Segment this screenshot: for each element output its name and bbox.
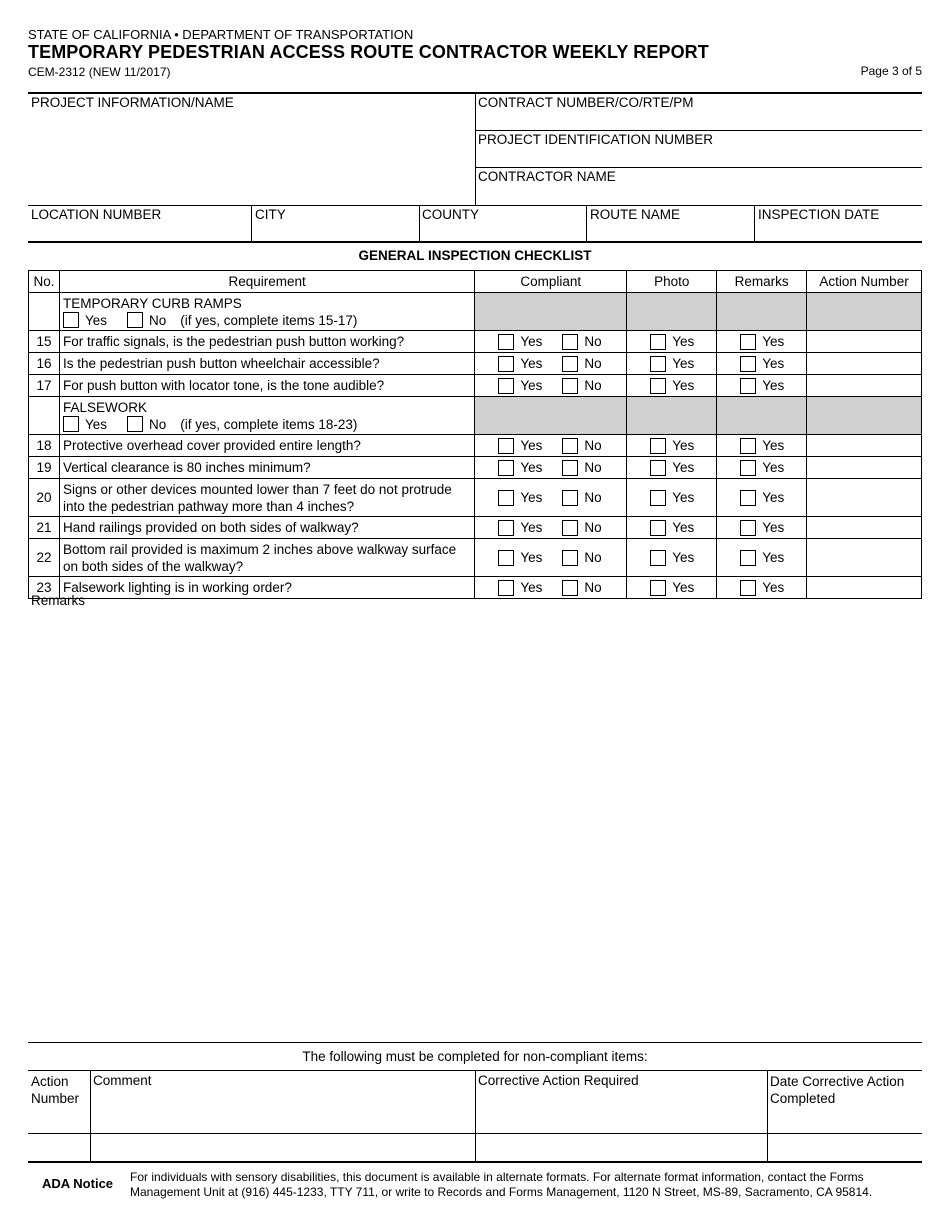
section-note: (if yes, complete items 18-23) [180, 416, 358, 432]
action-number-field[interactable] [807, 479, 922, 517]
remarks-yes-checkbox[interactable] [740, 490, 756, 506]
remarks-yes-checkbox[interactable] [740, 550, 756, 566]
yes-label: Yes [672, 438, 695, 453]
action-number-field[interactable] [807, 517, 922, 539]
compliant-no-checkbox[interactable] [562, 520, 578, 536]
yes-label: Yes [520, 356, 543, 371]
compliant-yes-checkbox[interactable] [498, 356, 514, 372]
photo-yes-checkbox[interactable] [650, 580, 666, 596]
form-number: CEM-2312 (NEW 11/2017) [28, 65, 171, 79]
checklist-title: GENERAL INSPECTION CHECKLIST [358, 248, 592, 263]
item-number: 21 [29, 517, 60, 539]
col-remarks: Remarks [717, 271, 807, 293]
table-row [29, 435, 922, 457]
city-field[interactable] [252, 224, 418, 240]
project-id-label: PROJECT IDENTIFICATION NUMBER [478, 132, 714, 147]
table-row [29, 539, 922, 577]
remarks-yes-checkbox[interactable] [740, 520, 756, 536]
compliant-no-checkbox[interactable] [562, 490, 578, 506]
corrective-action-label: Corrective Action Required [478, 1073, 639, 1088]
table-row [29, 517, 922, 539]
divider [476, 167, 922, 168]
yes-label: Yes [520, 334, 543, 349]
noncompliant-title: The following must be completed for non-compliant items: [302, 1049, 648, 1064]
contract-number-label: CONTRACT NUMBER/CO/RTE/PM [478, 95, 694, 110]
col-action-number: Action Number [807, 271, 922, 293]
yes-label: Yes [672, 580, 695, 595]
compliant-yes-checkbox[interactable] [498, 550, 514, 566]
compliant-yes-checkbox[interactable] [498, 460, 514, 476]
falsework-no-checkbox[interactable] [127, 416, 143, 432]
remarks-yes-checkbox[interactable] [740, 378, 756, 394]
form-title: TEMPORARY PEDESTRIAN ACCESS ROUTE CONTRACTOR WEEKLY REPORT [28, 42, 709, 62]
yes-label: Yes [762, 460, 785, 475]
col-compliant: Compliant [475, 271, 627, 293]
photo-yes-checkbox[interactable] [650, 520, 666, 536]
inspection-date-label: INSPECTION DATE [758, 207, 880, 222]
yes-label: Yes [672, 460, 695, 475]
photo-yes-checkbox[interactable] [650, 438, 666, 454]
item-number: 22 [29, 539, 60, 577]
action-number-field[interactable] [807, 375, 922, 397]
curb-ramps-yes-checkbox[interactable] [63, 312, 79, 328]
no-label: No [584, 378, 602, 393]
action-number-field[interactable] [807, 353, 922, 375]
item-number: 17 [29, 375, 60, 397]
curb-ramps-no-checkbox[interactable] [127, 312, 143, 328]
yes-label: Yes [762, 580, 785, 595]
inspection-date-field[interactable] [755, 224, 921, 240]
yes-label: Yes [520, 490, 543, 505]
yes-label: Yes [520, 580, 543, 595]
col-requirement: Requirement [59, 271, 474, 293]
item-requirement: Falsework lighting is in working order? [59, 577, 474, 599]
county-field[interactable] [420, 224, 585, 240]
item-requirement: Signs or other devices mounted lower than 7 feet do not protrude into the pedestrian pathway more than 4 inches? [59, 479, 474, 517]
action-number-label: Action Number [31, 1074, 80, 1106]
photo-yes-checkbox[interactable] [650, 356, 666, 372]
project-info-field[interactable] [28, 112, 474, 204]
contractor-name-field[interactable] [476, 186, 922, 204]
action-number-field[interactable] [807, 457, 922, 479]
item-requirement: For push button with locator tone, is the tone audible? [59, 375, 474, 397]
action-number-field[interactable] [807, 331, 922, 353]
item-number: 23 [29, 577, 60, 599]
divider [476, 130, 922, 131]
yes-label: Yes [762, 490, 785, 505]
no-label: No [584, 580, 602, 595]
nc-date-completed-field[interactable] [768, 1134, 922, 1161]
agency-line: STATE OF CALIFORNIA • DEPARTMENT OF TRANSPORTATION [28, 27, 414, 42]
item-requirement: Bottom rail provided is maximum 2 inches above walkway surface on both sides of the walkway? [59, 539, 474, 577]
item-requirement: Hand railings provided on both sides of walkway? [59, 517, 474, 539]
item-requirement: Is the pedestrian push button wheelchair accessible? [59, 353, 474, 375]
compliant-yes-checkbox[interactable] [498, 438, 514, 454]
divider [28, 205, 922, 206]
yes-label: Yes [672, 356, 695, 371]
ada-notice-label: ADA Notice [42, 1176, 114, 1191]
table-row [29, 479, 922, 517]
no-label: No [584, 334, 602, 349]
yes-label: Yes [84, 416, 108, 432]
remarks-label: Remarks [31, 593, 86, 608]
action-number-field[interactable] [807, 435, 922, 457]
yes-label: Yes [762, 438, 785, 453]
project-info-label: PROJECT INFORMATION/NAME [31, 95, 234, 110]
location-number-field[interactable] [28, 224, 250, 240]
route-name-field[interactable] [587, 224, 753, 240]
table-row [29, 375, 922, 397]
table-row [29, 331, 922, 353]
item-requirement: For traffic signals, is the pedestrian push button working? [59, 331, 474, 353]
no-label: No [584, 356, 602, 371]
yes-label: Yes [672, 550, 695, 565]
compliant-yes-checkbox[interactable] [498, 520, 514, 536]
location-number-label: LOCATION NUMBER [31, 207, 162, 222]
item-number: 19 [29, 457, 60, 479]
item-number: 15 [29, 331, 60, 353]
nc-comment-field[interactable] [91, 1134, 475, 1161]
no-label: No [149, 312, 167, 328]
section-row-curb-ramps [29, 293, 922, 331]
no-label: No [584, 438, 602, 453]
compliant-no-checkbox[interactable] [562, 356, 578, 372]
falsework-yes-checkbox[interactable] [63, 416, 79, 432]
ada-notice-text: For individuals with sensory disabilities, this document is available in alternate formats. For alternate format information, contact the Forms Management Unit at (916) 445-1233, TTY 711, or write to Records and Forms Management, 1120 N Street, MS-89, Sacramento, CA 95814. [130, 1170, 873, 1199]
compliant-no-checkbox[interactable] [562, 580, 578, 596]
compliant-no-checkbox[interactable] [562, 334, 578, 350]
contractor-name-label: CONTRACTOR NAME [478, 169, 616, 184]
yes-label: Yes [520, 550, 543, 565]
no-label: No [584, 550, 602, 565]
divider [28, 1042, 922, 1043]
remarks-yes-checkbox[interactable] [740, 438, 756, 454]
item-number: 16 [29, 353, 60, 375]
remarks-yes-checkbox[interactable] [740, 460, 756, 476]
photo-yes-checkbox[interactable] [650, 460, 666, 476]
compliant-no-checkbox[interactable] [562, 438, 578, 454]
remarks-yes-checkbox[interactable] [740, 356, 756, 372]
section-row-falsework [29, 397, 922, 435]
inspection-checklist-table [28, 270, 922, 599]
compliant-yes-checkbox[interactable] [498, 378, 514, 394]
yes-label: Yes [762, 334, 785, 349]
compliant-no-checkbox[interactable] [562, 378, 578, 394]
no-label: No [149, 416, 167, 432]
remarks-yes-checkbox[interactable] [740, 334, 756, 350]
no-label: No [584, 490, 602, 505]
yes-label: Yes [672, 520, 695, 535]
action-number-field[interactable] [807, 577, 922, 599]
action-number-field[interactable] [807, 539, 922, 577]
photo-yes-checkbox[interactable] [650, 334, 666, 350]
compliant-yes-checkbox[interactable] [498, 334, 514, 350]
nc-corrective-action-field[interactable] [476, 1134, 767, 1161]
divider [28, 1161, 922, 1163]
yes-label: Yes [762, 550, 785, 565]
yes-label: Yes [762, 520, 785, 535]
remarks-field[interactable] [28, 610, 922, 1040]
table-row [29, 577, 922, 599]
yes-label: Yes [672, 334, 695, 349]
comment-label: Comment [93, 1073, 152, 1088]
table-header-row [29, 271, 922, 293]
yes-label: Yes [520, 378, 543, 393]
county-label: COUNTY [422, 207, 479, 222]
yes-label: Yes [762, 356, 785, 371]
compliant-no-checkbox[interactable] [562, 550, 578, 566]
table-row [29, 457, 922, 479]
yes-label: Yes [520, 438, 543, 453]
section-title: TEMPORARY CURB RAMPS [62, 295, 242, 311]
compliant-yes-checkbox[interactable] [498, 580, 514, 596]
remarks-yes-checkbox[interactable] [740, 580, 756, 596]
compliant-no-checkbox[interactable] [562, 460, 578, 476]
city-label: CITY [255, 207, 286, 222]
project-id-field[interactable] [476, 149, 922, 167]
nc-action-number-field[interactable] [28, 1134, 90, 1161]
route-name-label: ROUTE NAME [590, 207, 681, 222]
item-requirement: Vertical clearance is 80 inches minimum? [59, 457, 474, 479]
yes-label: Yes [762, 378, 785, 393]
item-requirement: Protective overhead cover provided entire length? [59, 435, 474, 457]
section-title: FALSEWORK [62, 399, 148, 415]
contract-number-field[interactable] [476, 112, 922, 130]
item-number: 18 [29, 435, 60, 457]
date-corrective-label: Date Corrective Action Completed [770, 1074, 905, 1106]
item-number: 20 [29, 479, 60, 517]
photo-yes-checkbox[interactable] [650, 490, 666, 506]
photo-yes-checkbox[interactable] [650, 378, 666, 394]
divider [28, 241, 922, 243]
no-label: No [584, 460, 602, 475]
col-photo: Photo [627, 271, 717, 293]
col-no: No. [29, 271, 60, 293]
yes-label: Yes [84, 312, 108, 328]
page-indicator: Page 3 of 5 [860, 64, 922, 78]
yes-label: Yes [672, 490, 695, 505]
compliant-yes-checkbox[interactable] [498, 490, 514, 506]
yes-label: Yes [520, 520, 543, 535]
photo-yes-checkbox[interactable] [650, 550, 666, 566]
yes-label: Yes [520, 460, 543, 475]
yes-label: Yes [672, 378, 695, 393]
table-row [29, 353, 922, 375]
no-label: No [584, 520, 602, 535]
section-note: (if yes, complete items 15-17) [180, 312, 358, 328]
